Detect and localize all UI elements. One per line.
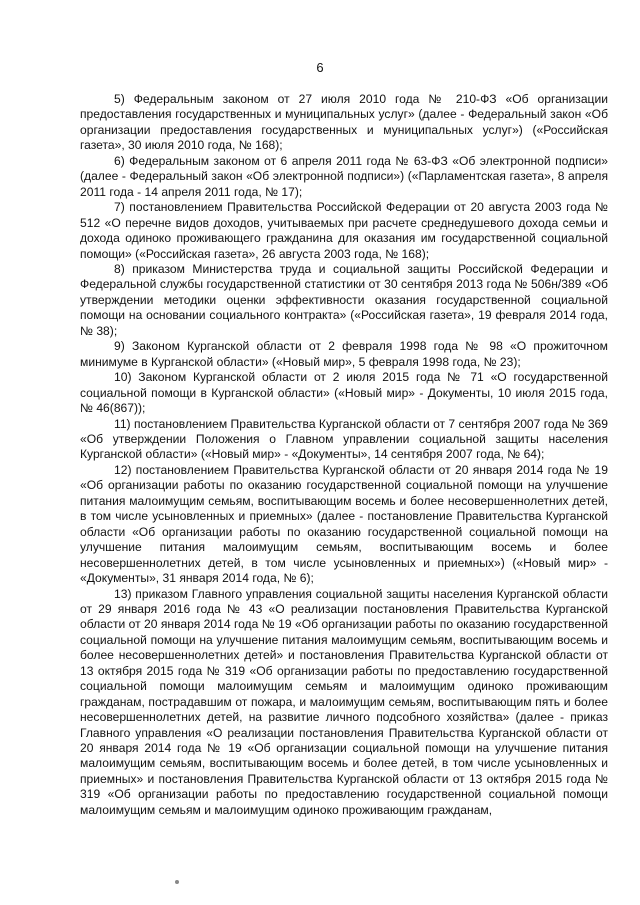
document-body xyxy=(80,92,608,818)
list-item-8: 8) приказом Министерства труда и социальной защиты Российской Федерации и Федеральной службы государственной статистики от 30 сентября 2013 года № 506н/389 «Об утверждении методики оценки эффективности оказания государственной социальной помощи на основании социального контракта» («Российская газета», 19 февраля 2014 года, № 38); xyxy=(80,261,608,338)
scan-dot-mark xyxy=(175,880,179,884)
list-item-13: 13) приказом Главного управления социальной защиты населения Курганской области от 29 января 2016 года № 43 «О реализации постановления Правительства Курганской области от 20 января 2014 года № 19 «Об организации работы по оказанию государственной социальной помощи на улучшение питания малоимущим семьям, воспитывающим восемь и более несовершеннолетних детей» и постановления Правительства Курганской области от 13 октября 2015 года № 319 «Об организации работы по предоставлению государственной социальной помощи малоимущим семьям и малоимущим одиноко проживающим гражданам, пострадавшим от пожара, и малоимущим семьям, воспитывающим пять и более несовершеннолетних детей, на развитие личного подсобного хозяйства» (далее - приказ Главного управления «О реализации постановления Правительства Курганской области от 20 января 2014 года № 19 «Об организации социальной помощи на улучшение питания малоимущим семьям, воспитывающим восемь и более детей, в том числе усыновленных и приемных» и постановления Правительства Курганской области от 13 октября 2015 года № 319 «Об организации работы по предоставлению государственной социальной помощи малоимущим семьям и малоимущим одиноко проживающим гражданам, xyxy=(80,586,608,817)
page-number: 6 xyxy=(316,60,324,75)
list-item-6: 6) Федеральным законом от 6 апреля 2011 года № 63-ФЗ «Об электронной подписи» (далее - Федеральный закон «Об электронной подписи») («Парламентская газета», 8 апреля 2011 года - 14 апреля 2011 года, № 17); xyxy=(80,153,608,199)
list-item-5: 5) Федеральным законом от 27 июля 2010 года № 210-ФЗ «Об организации предоставления государственных и муниципальных услуг» (далее - Федеральный закон «Об организации предоставления государственных и муниципальных услуг») («Российская газета», 30 июля 2010 года, № 168); xyxy=(80,92,608,153)
list-item-7: 7) постановлением Правительства Российской Федерации от 20 августа 2003 года № 512 «О перечне видов доходов, учитываемых при расчете среднедушевого дохода семьи и дохода одиноко проживающего гражданина для оказания им государственной социальной помощи» («Российская газета», 26 августа 2003 года, № 168); xyxy=(80,200,608,261)
list-item-12: 12) постановлением Правительства Курганской области от 20 января 2014 года № 19 «Об организации работы по оказанию государственной социальной помощи на улучшение питания малоимущим семьям, воспитывающим восемь и более несовершеннолетних детей, в том числе усыновленных и приемных» (далее - постановление Правительства Курганской области «Об организации работы по оказанию государственной социальной помощи на улучшение питания малоимущим семьям, воспитывающим восемь и более несовершеннолетних детей, в том числе усыновленных и приемных») («Новый мир» - «Документы», 31 января 2014 года, № 6); xyxy=(80,462,608,586)
list-item-11: 11) постановлением Правительства Курганской области от 7 сентября 2007 года № 369 «Об утверждении Положения о Главном управлении социальной защиты населения Курганской области» («Новый мир» - «Документы», 14 сентября 2007 года, № 64); xyxy=(80,416,609,462)
list-item-9: 9) Законом Курганской области от 2 февраля 1998 года № 98 «О прожиточном минимуме в Курганской области» («Новый мир», 5 февраля 1998 года, № 23); xyxy=(80,339,608,369)
list-item-10: 10) Законом Курганской области от 2 июля 2015 года № 71 «О государственной социальной помощи в Курганской области» («Новый мир» - Документы, 10 июля 2015 года, № 46(867)); xyxy=(80,370,608,416)
